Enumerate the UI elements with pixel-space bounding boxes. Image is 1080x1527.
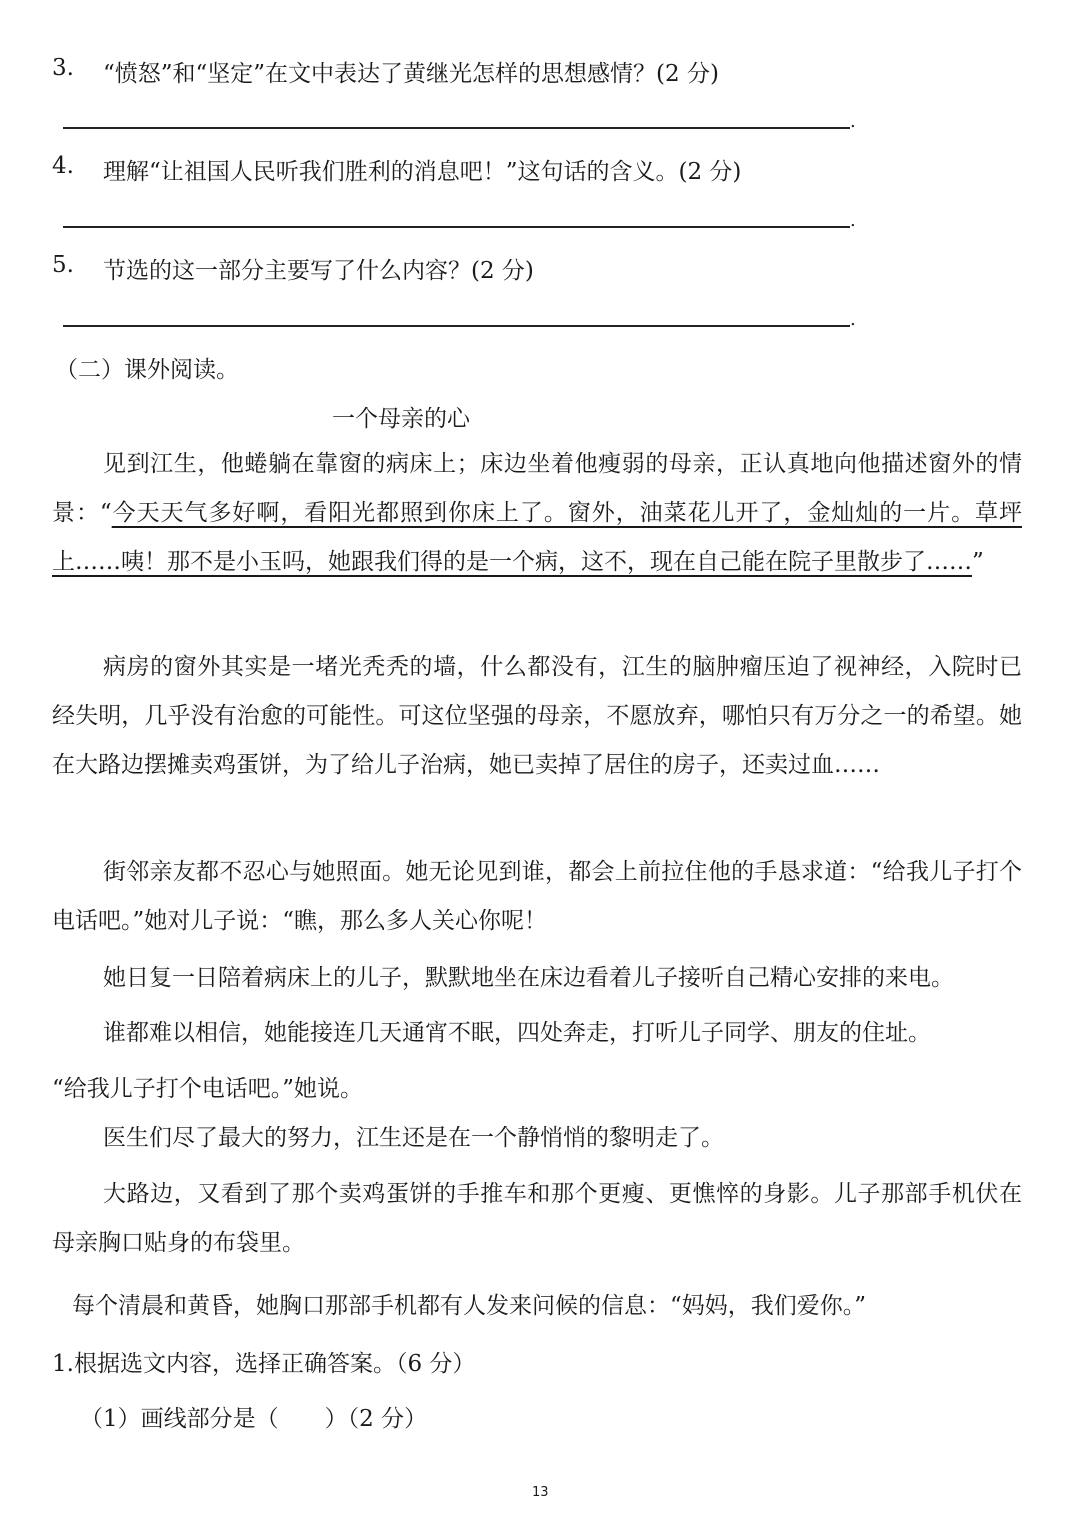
answer-line-3-period: .: [850, 111, 856, 132]
answer-line-4[interactable]: [63, 226, 850, 228]
answer-line-5[interactable]: [63, 325, 850, 327]
question-3-number: 3.: [52, 55, 74, 81]
passage-paragraph-4: 她日复一日陪着病床上的儿子，默默地坐在床边看着儿子接听自己精心安排的来电。: [103, 965, 954, 991]
p1-text-after: ”: [972, 549, 984, 575]
question-4-text: 理解“让祖国人民听我们胜利的消息吧！”这句话的含义。(2 分): [103, 159, 742, 185]
question-3-text: “愤怒”和“坚定”在文中表达了黄继光怎样的思想感情？(2 分): [103, 61, 719, 87]
exercise-question-1: 1.根据选文内容，选择正确答案。（6 分）: [52, 1351, 476, 1377]
answer-line-4-period: .: [850, 210, 856, 231]
exercise-question-1-1: （1）画线部分是（ ）（2 分）: [80, 1406, 428, 1432]
section-heading: （二）课外阅读。: [55, 357, 239, 383]
page-number: 13: [532, 1485, 549, 1500]
passage-paragraph-1: [52, 440, 1022, 587]
passage-paragraph-5: 谁都难以相信，她能接连几天通宵不眠，四处奔走，打听儿子同学、朋友的住址。: [103, 1020, 931, 1046]
passage-paragraph-5-quote: “给我儿子打个电话吧。”她说。: [52, 1076, 364, 1102]
passage-paragraph-8: 每个清晨和黄昏，她胸口那部手机都有人发来问候的信息：“妈妈，我们爱你。”: [72, 1293, 867, 1319]
passage-paragraph-3: 街邻亲友都不忍心与她照面。她无论见到谁，都会上前拉住他的手恳求道：“给我儿子打个电话吧。”她对儿子说：“瞧，那么多人关心你呢！: [52, 859, 1022, 934]
passage-paragraph-6: 医生们尽了最大的努力，江生还是在一个静悄悄的黎明走了。: [103, 1125, 724, 1151]
p1-text-before: 见到江生，他蜷躺在靠窗的病床上；床边坐着他瘦弱的母亲，正认真地向他描述窗外的情景：“: [52, 451, 1022, 526]
passage-paragraph-2: 病房的窗外其实是一堵光秃秃的墙，什么都没有，江生的脑肿瘤压迫了视神经，入院时已经失明，几乎没有治愈的可能性。可这位坚强的母亲，不愿放弃，哪怕只有万分之一的希望。她在大路边摆摊卖鸡蛋饼，为了给儿子治病，她已卖掉了居住的房子，还卖过血……: [52, 654, 1022, 778]
answer-line-5-period: .: [850, 309, 856, 330]
passage-title: 一个母亲的心: [332, 406, 470, 432]
answer-line-3[interactable]: [63, 127, 850, 129]
question-4-number: 4.: [52, 153, 74, 179]
underlined-passage: 今天天气多好啊，看阳光都照到你床上了。窗外，油菜花儿开了，金灿灿的一片。草坪上……咦！那不是小玉吗，她跟我们得的是一个病，这不，现在自己能在院子里散步了……: [52, 500, 1022, 575]
question-5-number: 5.: [52, 252, 74, 278]
question-5-text: 节选的这一部分主要写了什么内容？(2 分): [103, 258, 534, 284]
passage-paragraph-7: 大路边，又看到了那个卖鸡蛋饼的手推车和那个更瘦、更憔悴的身影。儿子那部手机伏在母亲胸口贴身的布袋里。: [52, 1181, 1022, 1256]
